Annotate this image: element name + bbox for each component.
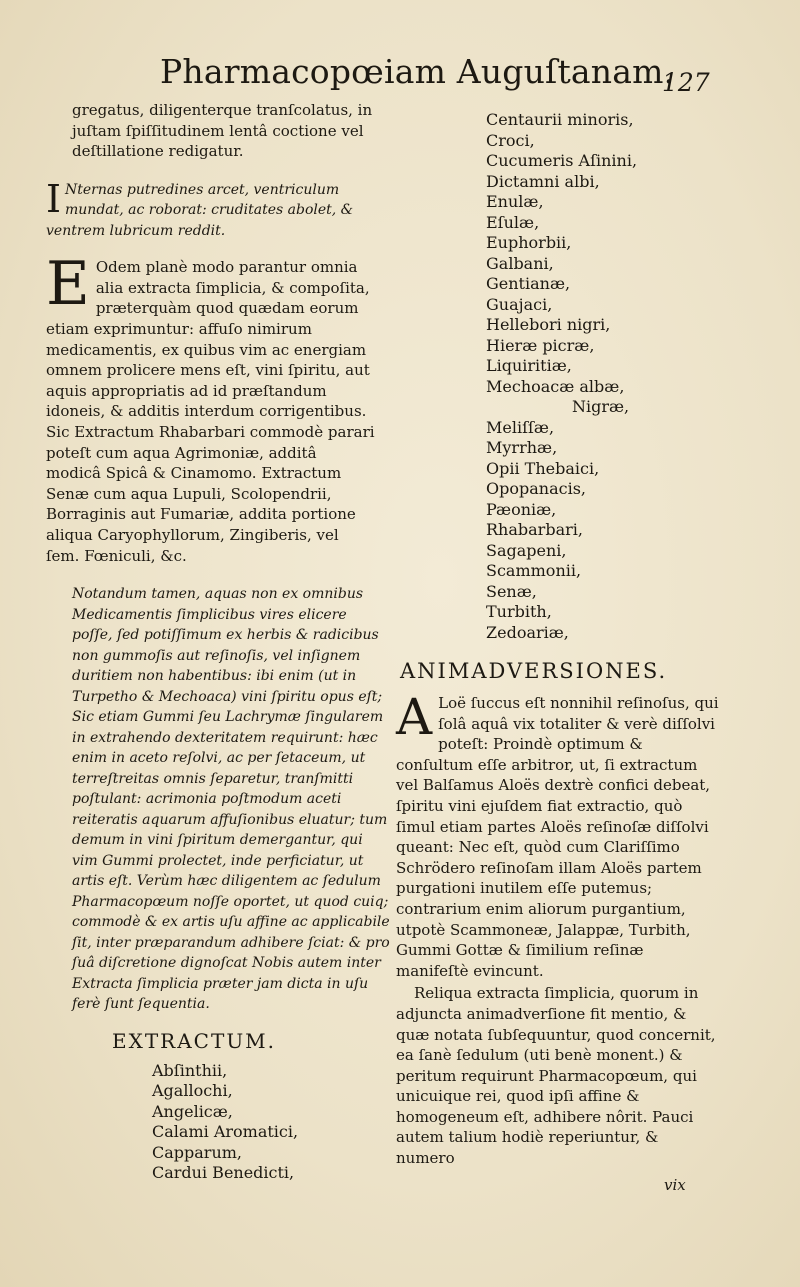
list-item: Mechoacæ albæ, <box>486 376 625 396</box>
page-number: 127 <box>662 68 710 97</box>
list-item: Cardui Benedicti, <box>152 1163 295 1183</box>
list-item: Gentianæ, <box>486 274 571 293</box>
list-item: Sagapeni, <box>486 540 567 560</box>
list-item: Myrrhæ, <box>486 438 558 457</box>
opening-text: gregatus, diligenterque tranſcolatus, in juſtam ſpiſſitudinem lentâ coctione vel deſtillatione redigatur. <box>72 101 373 161</box>
list-item: Cucumeris Aſinini, <box>486 151 638 170</box>
list-item: Opii Thebaici, <box>486 458 600 478</box>
list-item: Abſinthii, <box>152 1060 228 1080</box>
left-column <box>46 100 390 1184</box>
list-item: Eſulæ, <box>486 212 540 232</box>
list-item: Calami Aromatici, <box>152 1122 299 1142</box>
reliqua-paragraph: Reliqua extracta ſimplicia, quorum in adjuncta animadverſione fit mentio, & quæ notata ſubſequuntur, quod concernit, ea ſanè ſedulum (uti benè monent.) & peritum requirunt Pharmacopœum, qui unicuique rei, quod ipſi affine & homogeneum eſt, adhibere nôrit. Pauci autem talium hodiè reperiuntur, & numero <box>396 984 716 1168</box>
list-item: Rhabarbari, <box>486 520 583 539</box>
list-item: Croci, <box>486 130 535 150</box>
extractum-list-continued <box>380 110 720 643</box>
list-item: Guajaci, <box>486 294 553 314</box>
italic-intro-text: Nternas putredines arcet, ventriculum mundat, ac roborat: cruditates abolet, & ventrem lubricum reddit. <box>46 181 354 239</box>
note-paragraph: Notandum tamen, aquas non ex omnibus Medicamentis ſimplicibus vires elicere poſſe, ſed potiſſimum ex herbis & radicibus non gummoſis aut reſinoſis, vel inſignem duritiem non habentibus: ibi enim (ut in Turpetho & Mechoaca) vini ſpiritu opus eſt; Sic etiam Gummi ſeu Lachrymæ ſingularem in extrahendo dexteritatem requirunt: hæc enim in aceto reſolvi, ac per ſetaceum, ut terreſtreitas omnis ſeparetur, tranſmitti poſtulant: acrimonia poſtmodum aceti reiteratis aquarum affuſionibus eluatur; tum demum in vini ſpiritum demergantur, qui vim Gummi prolectet, inde perficiatur, ut artis eſt. Verùm hæc diligentem ac ſedulum Pharmacopœum noſſe oportet, ut quod cuiq; commodè & ex artis uſu affine ac applicabile ſit, inter præparandum adhibere ſciat: & pro ſuâ diſcretione dignoſcat Nobis autem inter Extracta ſimplicia præter jam dicta in uſu ferè ſunt ſequentia. <box>72 586 390 1013</box>
list-item: Liquiritiæ, <box>486 356 572 375</box>
list-item: Agallochi, <box>152 1081 233 1101</box>
drop-cap-i: I <box>46 176 62 221</box>
list-item: Pæoniæ, <box>486 499 557 519</box>
list-item: Enulæ, <box>486 192 544 211</box>
list-item: Opopanacis, <box>486 479 586 498</box>
animadversiones-heading: ANIMADVERSIONES. <box>400 659 668 683</box>
drop-cap-a: A <box>396 688 433 746</box>
list-item: Turbith, <box>486 602 552 621</box>
list-item: Angelicæ, <box>152 1101 233 1121</box>
list-item: Dictamni albi, <box>486 171 600 191</box>
list-item: Scammonii, <box>486 561 582 580</box>
extractum-list <box>46 1061 376 1184</box>
aloe-paragraph <box>380 688 720 981</box>
list-item: Hieræ picræ, <box>486 335 595 355</box>
right-column <box>380 110 720 1169</box>
list-item: Euphorbii, <box>486 233 572 252</box>
list-item: Centaurii minoris, <box>486 110 634 129</box>
list-item: Galbani, <box>486 253 554 273</box>
main-paragraph-text: Odem planè modo parantur omnia alia extracta ſimplicia, & compoſita, præterquàm quod quædam eorum etiam exprimuntur: affuſo nimirum medicamentis, ex quibus vim ac energiam omnem prolicere mens eſt, vini ſpiritu, aut aquis appropriatis ad id præſtandum idoneis, & additis interdum corrigentibus. Sic Extractum Rhabarbari commodè parari poteſt cum aqua Agrimoniæ, additâ modicâ Spicâ & Cinamomo. Extractum Senæ cum aqua Lupuli, Scolopendrii, Borraginis aut Fumariæ, addita portione aliqua Caryophyllorum, Zingiberis, vel ſem. Fœniculi, &c. <box>46 258 375 565</box>
catchword: vix <box>664 1176 686 1194</box>
list-item: Zedoariæ, <box>486 622 569 642</box>
list-item: Meliſſæ, <box>486 417 555 437</box>
extractum-heading: EXTRACTUM. <box>112 1028 277 1053</box>
drop-cap-e: E <box>46 249 90 320</box>
list-item: Senæ, <box>486 581 537 601</box>
running-title: Pharmacopœiam Auguſtanam. <box>160 52 675 91</box>
main-paragraph <box>46 249 376 566</box>
italic-intro-paragraph <box>46 176 376 242</box>
list-item: Hellebori nigri, <box>486 315 611 334</box>
list-item: Nigræ, <box>572 397 630 416</box>
aloe-paragraph-text: Loë ſuccus eſt nonnihil reſinoſus, qui ſolâ aquâ vix totaliter & verè diſſolvi poteſt: Proindè optimum & conſultum eſſe arbitror, ut, ſi extractum vel Balſamus Aloës dextrè confici debeat, ſpiritu vini ejuſdem fiat extractio, quò ſimul etiam partes Aloës reſinoſæ diſſolvi queant: Nec eſt, quòd cum Clariſſimo Schrödero reſinoſam illam Aloës partem purgationi inutilem eſſe putemus; contrarium enim aliorum purgantium, utpotè Scammoneæ, Jalappæ, Turbith, Gummi Gottæ & ſimilium reſinæ manifeſtè evincunt. <box>396 694 719 980</box>
list-item: Capparum, <box>152 1142 243 1162</box>
